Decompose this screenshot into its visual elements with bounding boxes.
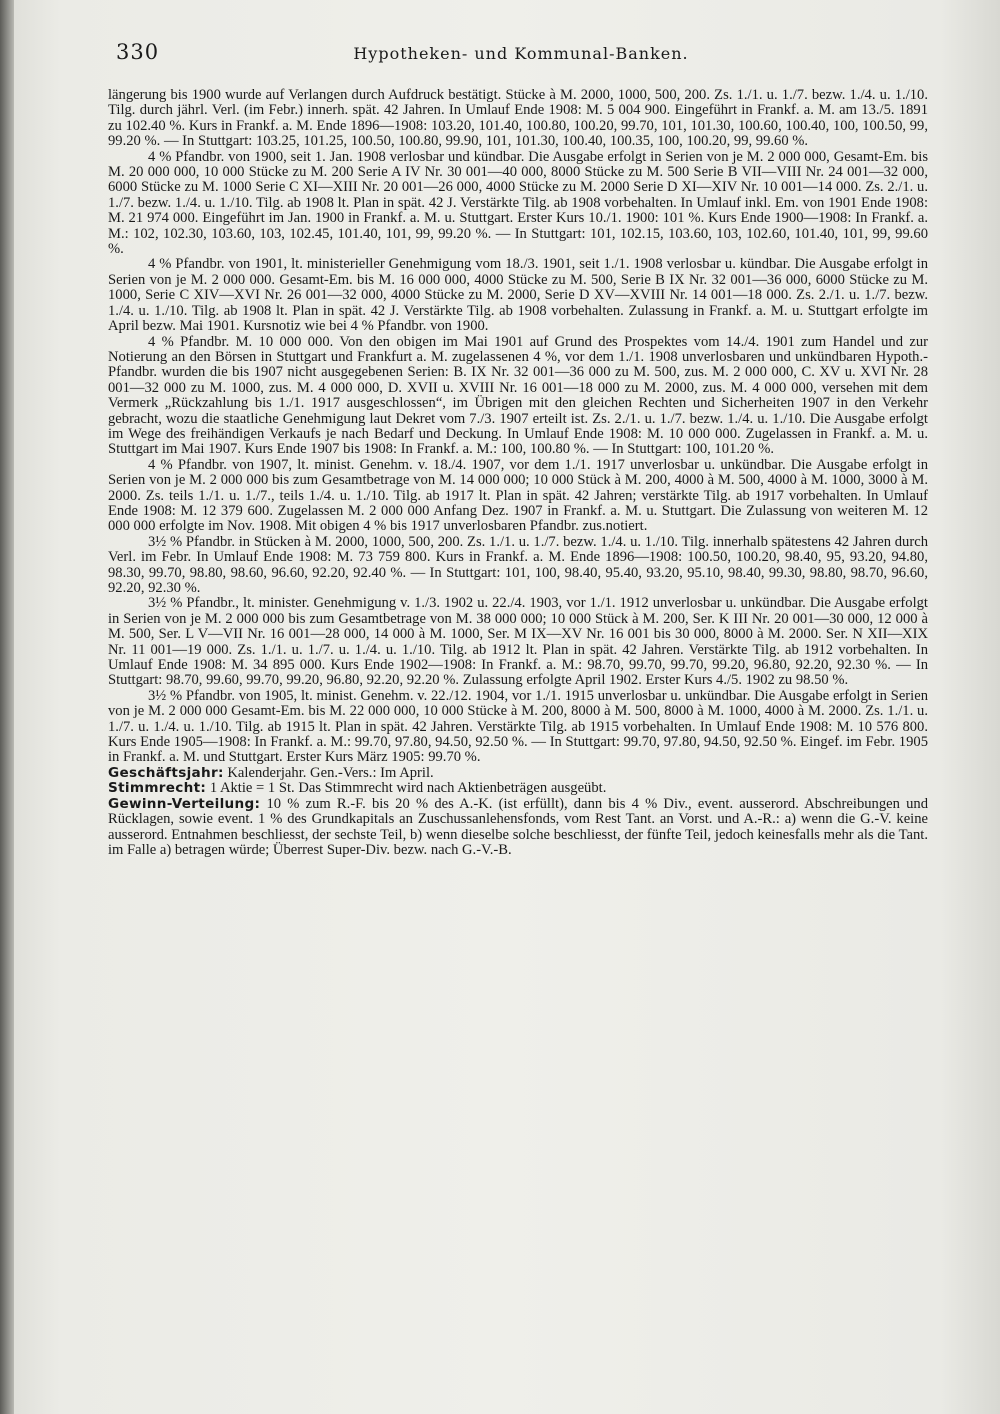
entry-term: Gewinn-Verteilung:	[108, 795, 261, 812]
entry-term: Geschäftsjahr:	[108, 764, 224, 781]
page-number: 330	[116, 40, 160, 64]
entry-gewinn-verteilung	[108, 797, 928, 859]
entry-stimmrecht	[108, 781, 928, 796]
entry-geschaeftsjahr	[108, 766, 928, 781]
entry-text: 1 Aktie = 1 St. Das Stimmrecht wird nach Aktienbeträgen ausgeübt.	[209, 780, 607, 797]
paragraph-4pct-pfandbr-10mio: 4 % Pfandbr. M. 10 000 000. Von den obigen im Mai 1901 auf Grund des Prospektes vom 14./4. 1901 zum Handel und zur Notierung an den Börsen in Stuttgart und Frankfurt a. M. zugelassenen 4 %, vor dem 1./1. 1908 unverlosbaren und unkündbaren Hypoth.-Pfandbr. wurden die bis 1907 nicht ausgegebenen Serien: B. IX Nr. 32 001—36 000 zu M. 500, zus. M. 2 000 000, C. XV u. XVI Nr. 28 001—32 000 zu M. 1000, zus. M. 4 000 000, D. XVII u. XVIII Nr. 16 001—18 000 zu M. 2000, zus. M. 4 000 000, versehen mit dem Vermerk „Rückzahlung bis 1./1. 1917 ausgeschlossen“, im Übrigen mit den gleichen Rechten und Sicherheiten 1907 in den Verkehr gebracht, wozu die staatliche Genehmigung laut Dekret vom 7./3. 1907 erteilt ist. Zs. 2./1. u. 1./7. bezw. 1./4. u. 1./10. Die Ausgabe erfolgt im Wege des freihändigen Verkaufs je nach Bedarf und Deckung. In Umlauf Ende 1908: M. 10 000 000. Zugelassen in Frankf. a. M. u. Stuttgart im Mai 1907. Kurs Ende 1907 bis 1908: In Frankf. a. M.: 100, 100.80 %. — In Stuttgart: 100, 101.20 %.	[108, 333, 928, 458]
book-spine-shadow	[0, 0, 14, 1414]
paragraph-4pct-pfandbr-1901: 4 % Pfandbr. von 1901, lt. ministerieller Genehmigung vom 18./3. 1901, seit 1./1. 1908 verlosbar u. kündbar. Die Ausgabe erfolgt in Serien von je M. 2 000 000. Gesamt-Em. bis M. 16 000 000, 4000 Stücke zu M. 500, Serie B IX Nr. 32 001—36 000, 6000 Stücke zu M. 1000, Serie C XIV—XVI Nr. 26 001—32 000, 4000 Stücke zu M. 2000, Serie D XV—XVIII Nr. 14 001—18 000. Zs. 2./1. u. 1./7. bezw. 1./4. u. 1./10. Tilg. ab 1908 lt. Plan in spät. 42 J. Verstärkte Tilg. ab 1908 vorbehalten. Zulassung in Frankf. a. M. u. Stuttgart erfolgte im April bezw. Mai 1901. Kursnotiz wie bei 4 % Pfandbr. von 1900.	[108, 256, 928, 335]
paragraph-3-5pct-pfandbr: 3½ % Pfandbr. in Stücken à M. 2000, 1000, 500, 200. Zs. 1./1. u. 1./7. bezw. 1./4. u. 1./10. Tilg. innerhalb spätestens 42 Jahren durch Verl. im Febr. In Umlauf Ende 1908: M. 73 759 800. Kurs in Frankf. a. M. Ende 1896—1908: 100.50, 100.20, 98.40, 95, 93.20, 94.80, 98.30, 99.70, 98.80, 98.60, 96.60, 92.20, 92.40 %. — In Stuttgart: 101, 100, 98.40, 95.40, 93.20, 95.10, 98.40, 99.30, 98.80, 98.70, 96.60, 92.20, 92.30 %.	[108, 533, 928, 596]
entry-text: Kalenderjahr. Gen.-Vers.: Im April.	[227, 764, 434, 781]
paragraph-4pct-pfandbr-1907: 4 % Pfandbr. von 1907, lt. minist. Genehm. v. 18./4. 1907, vor dem 1./1. 1917 unverlosbar u. unkündbar. Die Ausgabe erfolgt in Serien von je M. 2 000 000 bis zum Gesamtbetrage von M. 14 000 000; 10 000 Stück à M. 200, 4000 à M. 500, 4000 à M. 1000, 3000 à M. 2000. Zs. teils 1./1. u. 1./7., teils 1./4. u. 1./10. Tilg. ab 1917 lt. Plan in spät. 42 Jahren; verstärkte Tilg. ab 1917 vorbehalten. In Umlauf Ende 1908: M. 12 379 600. Zugelassen M. 2 000 000 Anfang Dez. 1907 in Frankf. a. M. u. Stuttgart. Die Zulassung von weiteren M. 12 000 000 erfolgte im Nov. 1908. Mit obigen 4 % bis 1917 unverlosbaren Pfandbr. zus.notiert.	[108, 456, 928, 535]
entry-term: Stimmrecht:	[108, 780, 207, 797]
page-header	[116, 40, 926, 70]
paragraph-continuation: längerung bis 1900 wurde auf Verlangen durch Aufdruck bestätigt. Stücke à M. 2000, 1000, 500, 200. Zs. 1./1. u. 1./7. bezw. 1./4. u. 1./10. Tilg. durch jährl. Verl. (im Febr.) innerh. spät. 42 Jahren. In Umlauf Ende 1908: M. 5 004 900. Eingeführt in Frankf. a. M. am 13./5. 1891 zu 102.40 %. Kurs in Frankf. a. M. Ende 1896—1908: 103.20, 101.40, 100.80, 100.20, 99.70, 101, 101.30, 100.60, 100.40, 100, 100.50, 99, 99.20 %. — In Stuttgart: 103.25, 101.25, 100.50, 100.80, 99.90, 101, 101.30, 100.40, 100.35, 100, 100.20, 99, 99.60 %.	[108, 87, 928, 150]
entry-text: 10 % zum R.-F. bis 20 % des A.-K. (ist erfüllt), dann bis 4 % Div., event. ausserord. Abschreibungen und Rücklagen, sowie event. 1 % des Grundkapitals an Zuschussanlehensfonds, vom Rest Tant. an Vorst. und A.-R.: a) wenn die G.-V. keine ausserord. Entnahmen beschliesst, der sechste Teil, b) wenn dieselbe solche beschliesst, der fünfte Teil, jedoch keinesfalls mehr als die Tant. im Falle a) betragen würde; Überrest Super-Div. bezw. nach G.-V.-B.	[108, 795, 928, 858]
paragraph-3-5pct-pfandbr-1905: 3½ % Pfandbr. von 1905, lt. minist. Genehm. v. 22./12. 1904, vor 1./1. 1915 unverlosbar u. unkündbar. Die Ausgabe erfolgt in Serien von je M. 2 000 000 Gesamt-Em. bis M. 22 000 000, 10 000 Stücke à M. 200, 8000 à M. 500, 8000 à M. 1000, 4000 à M. 2000. Zs. 1./1. u. 1./7. u. 1./4. u. 1./10. Tilg. ab 1915 lt. Plan in spät. 42 Jahren. Verstärkte Tilg. ab 1915 vorbehalten. In Umlauf Ende 1908: M. 10 576 800. Kurs Ende 1905—1908: In Frankf. a. M.: 99.70, 97.80, 94.50, 92.50 %. — In Stuttgart: 99.70, 97.80, 94.50, 92.50 %. Eingef. im Febr. 1905 in Frankf. a. M. und Stuttgart. Erster Kurs März 1905: 99.70 %.	[108, 687, 928, 766]
paragraph-4pct-pfandbr-1900: 4 % Pfandbr. von 1900, seit 1. Jan. 1908 verlosbar und kündbar. Die Ausgabe erfolgt in Serien von je M. 2 000 000, Gesamt-Em. bis M. 20 000 000, 10 000 Stücke zu M. 200 Serie A IV Nr. 30 001—40 000, 8000 Stücke zu M. 500 Serie B VII—VIII Nr. 24 001—32 000, 6000 Stücke zu M. 1000 Serie C XI—XIII Nr. 20 001—26 000, 4000 Stücke zu M. 2000 Serie D XI—XIV Nr. 10 001—14 000. Zs. 2./1. u. 1./7. bezw. 1./4. u. 1./10. Tilg. ab 1908 lt. Plan in spät. 42 J. Verstärkte Tilg. ab 1908 vorbehalten. In Umlauf inkl. Em. von 1901 Ende 1908: M. 21 974 000. Eingeführt im Jan. 1900 in Frankf. a. M. u. Stuttgart. Erster Kurs 10./1. 1900: 101 %. Kurs Ende 1900—1908: In Frankf. a. M.: 102, 102.30, 103.60, 103, 102.45, 101.40, 101, 99, 99.20 %. — In Stuttgart: 101, 102.15, 103.60, 103, 102.60, 101.40, 101, 99, 99.60 %.	[108, 148, 928, 258]
paragraph-3-5pct-pfandbr-1902: 3½ % Pfandbr., lt. minister. Genehmigung v. 1./3. 1902 u. 22./4. 1903, vor 1./1. 1912 unverlosbar u. unkündbar. Die Ausgabe erfolgt in Serien von je M. 2 000 000 bis zum Gesamtbetrage von M. 38 000 000; 10 000 Stück à M. 200, Ser. K III Nr. 20 001—30 000, 12 000 à M. 500, Ser. L V—VII Nr. 16 001—28 000, 14 000 à M. 1000, Ser. M IX—XV Nr. 16 001 bis 30 000, 8000 à M. 2000. Ser. N XII—XIX Nr. 11 001—19 000. Zs. 1./1. u. 1./7. u. 1./4. u. 1./10. Tilg. ab 1912 lt. Plan in spät. 42 Jahren. Verstärkte Tilg. ab 1912 vorbehalten. In Umlauf Ende 1908: M. 34 895 000. Kurs Ende 1902—1908: In Frankf. a. M.: 98.70, 99.70, 99.70, 99.20, 96.80, 92.20, 92.30 %. — In Stuttgart: 98.70, 99.60, 99.70, 99.20, 96.80, 92.20, 92.20 %. Zulassung erfolgte April 1902. Erster Kurs 4./5. 1902 zu 98.50 %.	[108, 595, 928, 689]
page-body	[108, 88, 928, 858]
running-head: Hypotheken- und Kommunal-Banken.	[353, 44, 689, 63]
